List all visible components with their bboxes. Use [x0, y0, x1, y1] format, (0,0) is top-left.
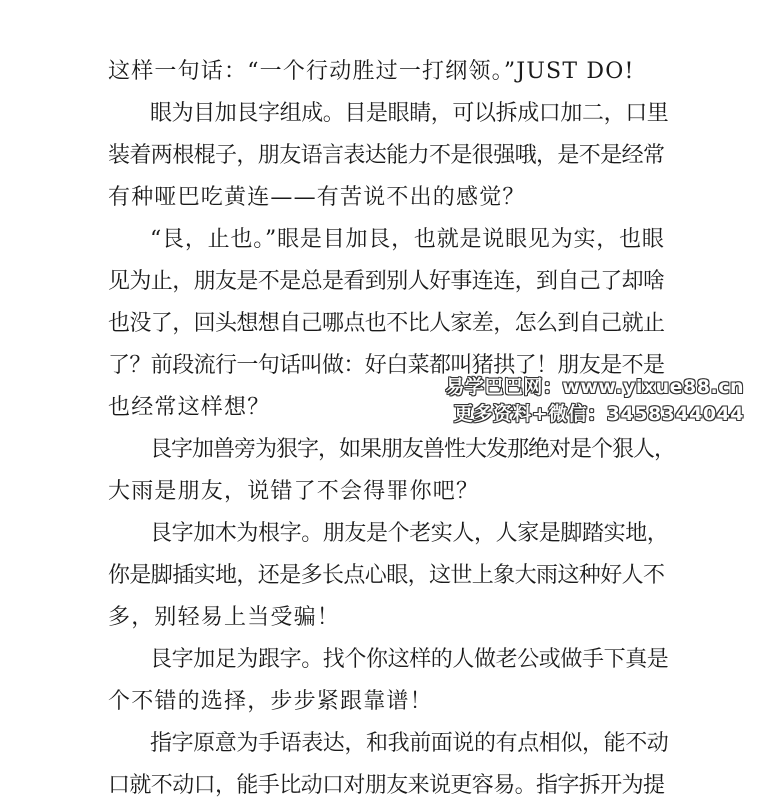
- text-line-18: 口就不动口，能手比动口对朋友来说更容易。指字拆开为提: [108, 773, 665, 798]
- text-line-4: 有种哑巴吃黄连——有苦说不出的感觉？: [108, 185, 526, 210]
- text-line-8: 了？前段流行一句话叫做：好白菜都叫猪拱了！朋友是不是: [108, 353, 665, 378]
- text-line-1: 这样一句话：“一个行动胜过一打纲领。”JUST DO!: [108, 59, 635, 84]
- text-line-14: 多，别轻易上当受骗！: [108, 605, 341, 630]
- paragraph-start-line-17: 指字原意为手语表达，和我前面说的有点相似，能不动: [150, 731, 669, 756]
- paragraph-start-line-10: 艮字加兽旁为狠字，如果朋友兽性大发那绝对是个狠人，: [150, 437, 676, 462]
- text-line-16: 个不错的选择，步步紧跟靠谱！: [108, 689, 433, 714]
- text-line-9: 也经常这样想？: [108, 395, 271, 420]
- text-line-7: 也没了，回头想想自己哪点也不比人家差，怎么到自己就止: [108, 311, 665, 336]
- text-line-3: 装着两根棍子，朋友语言表达能力不是很强哦，是不是经常: [108, 143, 665, 168]
- paragraph-start-line-5: “艮，止也。”眼是目加艮，也就是说眼见为实，也眼: [150, 227, 665, 252]
- watermark-contact: 更多资料+微信：3458344044: [453, 403, 744, 425]
- text-line-6: 见为止，朋友是不是总是看到别人好事连连，到自己了却啥: [108, 269, 665, 294]
- watermark-website: 易学巴巴网：www.yixue88.cn: [445, 376, 744, 398]
- paragraph-start-line-12: 艮字加木为根字。朋友是个老实人，人家是脚踏实地，: [150, 521, 669, 546]
- paragraph-start-line-2: 眼为目加艮字组成。目是眼睛，可以拆成口加二，口里: [150, 101, 669, 126]
- text-line-13: 你是脚插实地，还是多长点心眼，这世上象大雨这种好人不: [108, 563, 665, 588]
- text-line-11: 大雨是朋友，说错了不会得罪你吧？: [108, 479, 480, 504]
- paragraph-start-line-15: 艮字加足为跟字。找个你这样的人做老公或做手下真是: [150, 647, 669, 672]
